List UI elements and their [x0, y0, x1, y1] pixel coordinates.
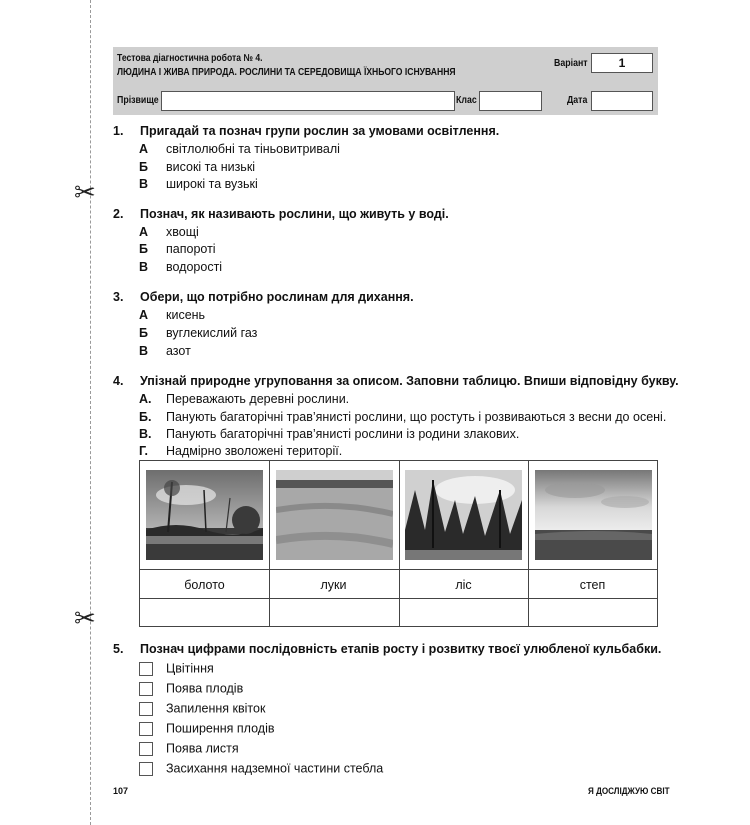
series-title: Я ДОСЛІДЖУЮ СВІТ — [588, 786, 670, 796]
checkbox-item: Поширення плодів — [139, 721, 275, 736]
cut-line — [90, 0, 91, 825]
surname-field[interactable] — [161, 91, 455, 111]
checkbox[interactable] — [139, 682, 153, 696]
table-cell-label: степ — [579, 578, 606, 592]
scissors-icon: ✂ — [74, 178, 96, 208]
option[interactable]: В азот — [139, 344, 191, 358]
checkbox-item: Цвітіння — [139, 661, 214, 676]
checkbox-item: Засихання надземної частини стебла — [139, 761, 383, 776]
option[interactable]: В водорості — [139, 260, 223, 274]
option[interactable]: А світлолюбні та тіньовитривалі — [139, 142, 340, 156]
topic-title: ЛЮДИНА І ЖИВА ПРИРОДА. РОСЛИНИ ТА СЕРЕДОВИЩА ЇХНЬОГО ІСНУВАННЯ — [117, 67, 456, 78]
question-text: Познач цифрами послідовність етапів росту і розвитку твоєї улюбленої кульбабки. — [140, 642, 662, 656]
question-number: 3. — [113, 290, 124, 304]
meadow-photo — [276, 470, 393, 560]
swamp-photo — [146, 470, 263, 560]
scissors-icon: ✂ — [74, 604, 96, 634]
checkbox[interactable] — [139, 742, 153, 756]
table-cell-label: луки — [320, 578, 347, 592]
description: А. Переважають деревні рослини. — [139, 392, 350, 406]
checkbox[interactable] — [139, 662, 153, 676]
checkbox[interactable] — [139, 762, 153, 776]
answer-cell[interactable] — [269, 599, 399, 627]
table-cell-label: ліс — [455, 578, 472, 592]
work-title: Тестова діагностична робота № 4. — [117, 53, 263, 64]
answer-cell[interactable] — [140, 599, 269, 627]
checkbox-item: Поява плодів — [139, 681, 243, 696]
test-header — [113, 47, 658, 115]
question-text: Упізнай природне угруповання за описом. Заповни таблицю. Впиши відповідну букву. — [140, 374, 679, 388]
date-field[interactable] — [591, 91, 653, 111]
question-number: 4. — [113, 374, 124, 388]
class-field[interactable] — [479, 91, 542, 111]
question-3 — [113, 290, 414, 304]
question-4 — [113, 374, 679, 388]
option[interactable]: Б вуглекислий газ — [139, 326, 258, 340]
option[interactable]: Б папороті — [139, 242, 216, 256]
option[interactable]: Б високі та низькі — [139, 160, 256, 174]
question-5 — [113, 642, 661, 656]
checkbox[interactable] — [139, 702, 153, 716]
question-text: Обери, що потрібно рослинам для дихання. — [140, 290, 414, 304]
option[interactable]: А кисень — [139, 308, 206, 322]
forest-photo — [405, 470, 522, 560]
class-label: Клас — [456, 95, 477, 106]
description: Г. Надмірно зволожені території. — [139, 444, 343, 458]
date-label: Дата — [567, 95, 588, 106]
question-1 — [113, 124, 499, 138]
option[interactable]: В широкі та вузькі — [139, 177, 258, 191]
question-number: 2. — [113, 207, 124, 221]
question-number: 1. — [113, 124, 124, 138]
question-2 — [113, 207, 449, 221]
variant-field[interactable]: 1 — [591, 53, 653, 73]
description: В. Панують багаторічні трав’янисті рослини із родини злакових. — [139, 427, 520, 441]
answer-cell[interactable] — [399, 599, 528, 627]
steppe-photo — [535, 470, 652, 560]
variant-label: Варіант — [554, 58, 588, 69]
table-cell-label: болото — [184, 578, 225, 592]
question-text: Пригадай та познач групи рослин за умовами освітлення. — [140, 124, 500, 138]
answer-table — [139, 460, 658, 627]
question-number: 5. — [113, 642, 124, 656]
question-text: Познач, як називають рослини, що живуть у воді. — [140, 207, 449, 221]
checkbox-item: Поява листя — [139, 741, 239, 756]
description: Б. Панують багаторічні трав’янисті рослини, що ростуть і розвиваються з весни до осені. — [139, 410, 667, 424]
option[interactable]: А хвощі — [139, 225, 199, 239]
checkbox-item: Запилення квіток — [139, 701, 265, 716]
answer-cell[interactable] — [528, 599, 658, 627]
surname-label: Прізвище — [117, 95, 159, 106]
page-number: 107 — [113, 786, 129, 796]
checkbox[interactable] — [139, 722, 153, 736]
